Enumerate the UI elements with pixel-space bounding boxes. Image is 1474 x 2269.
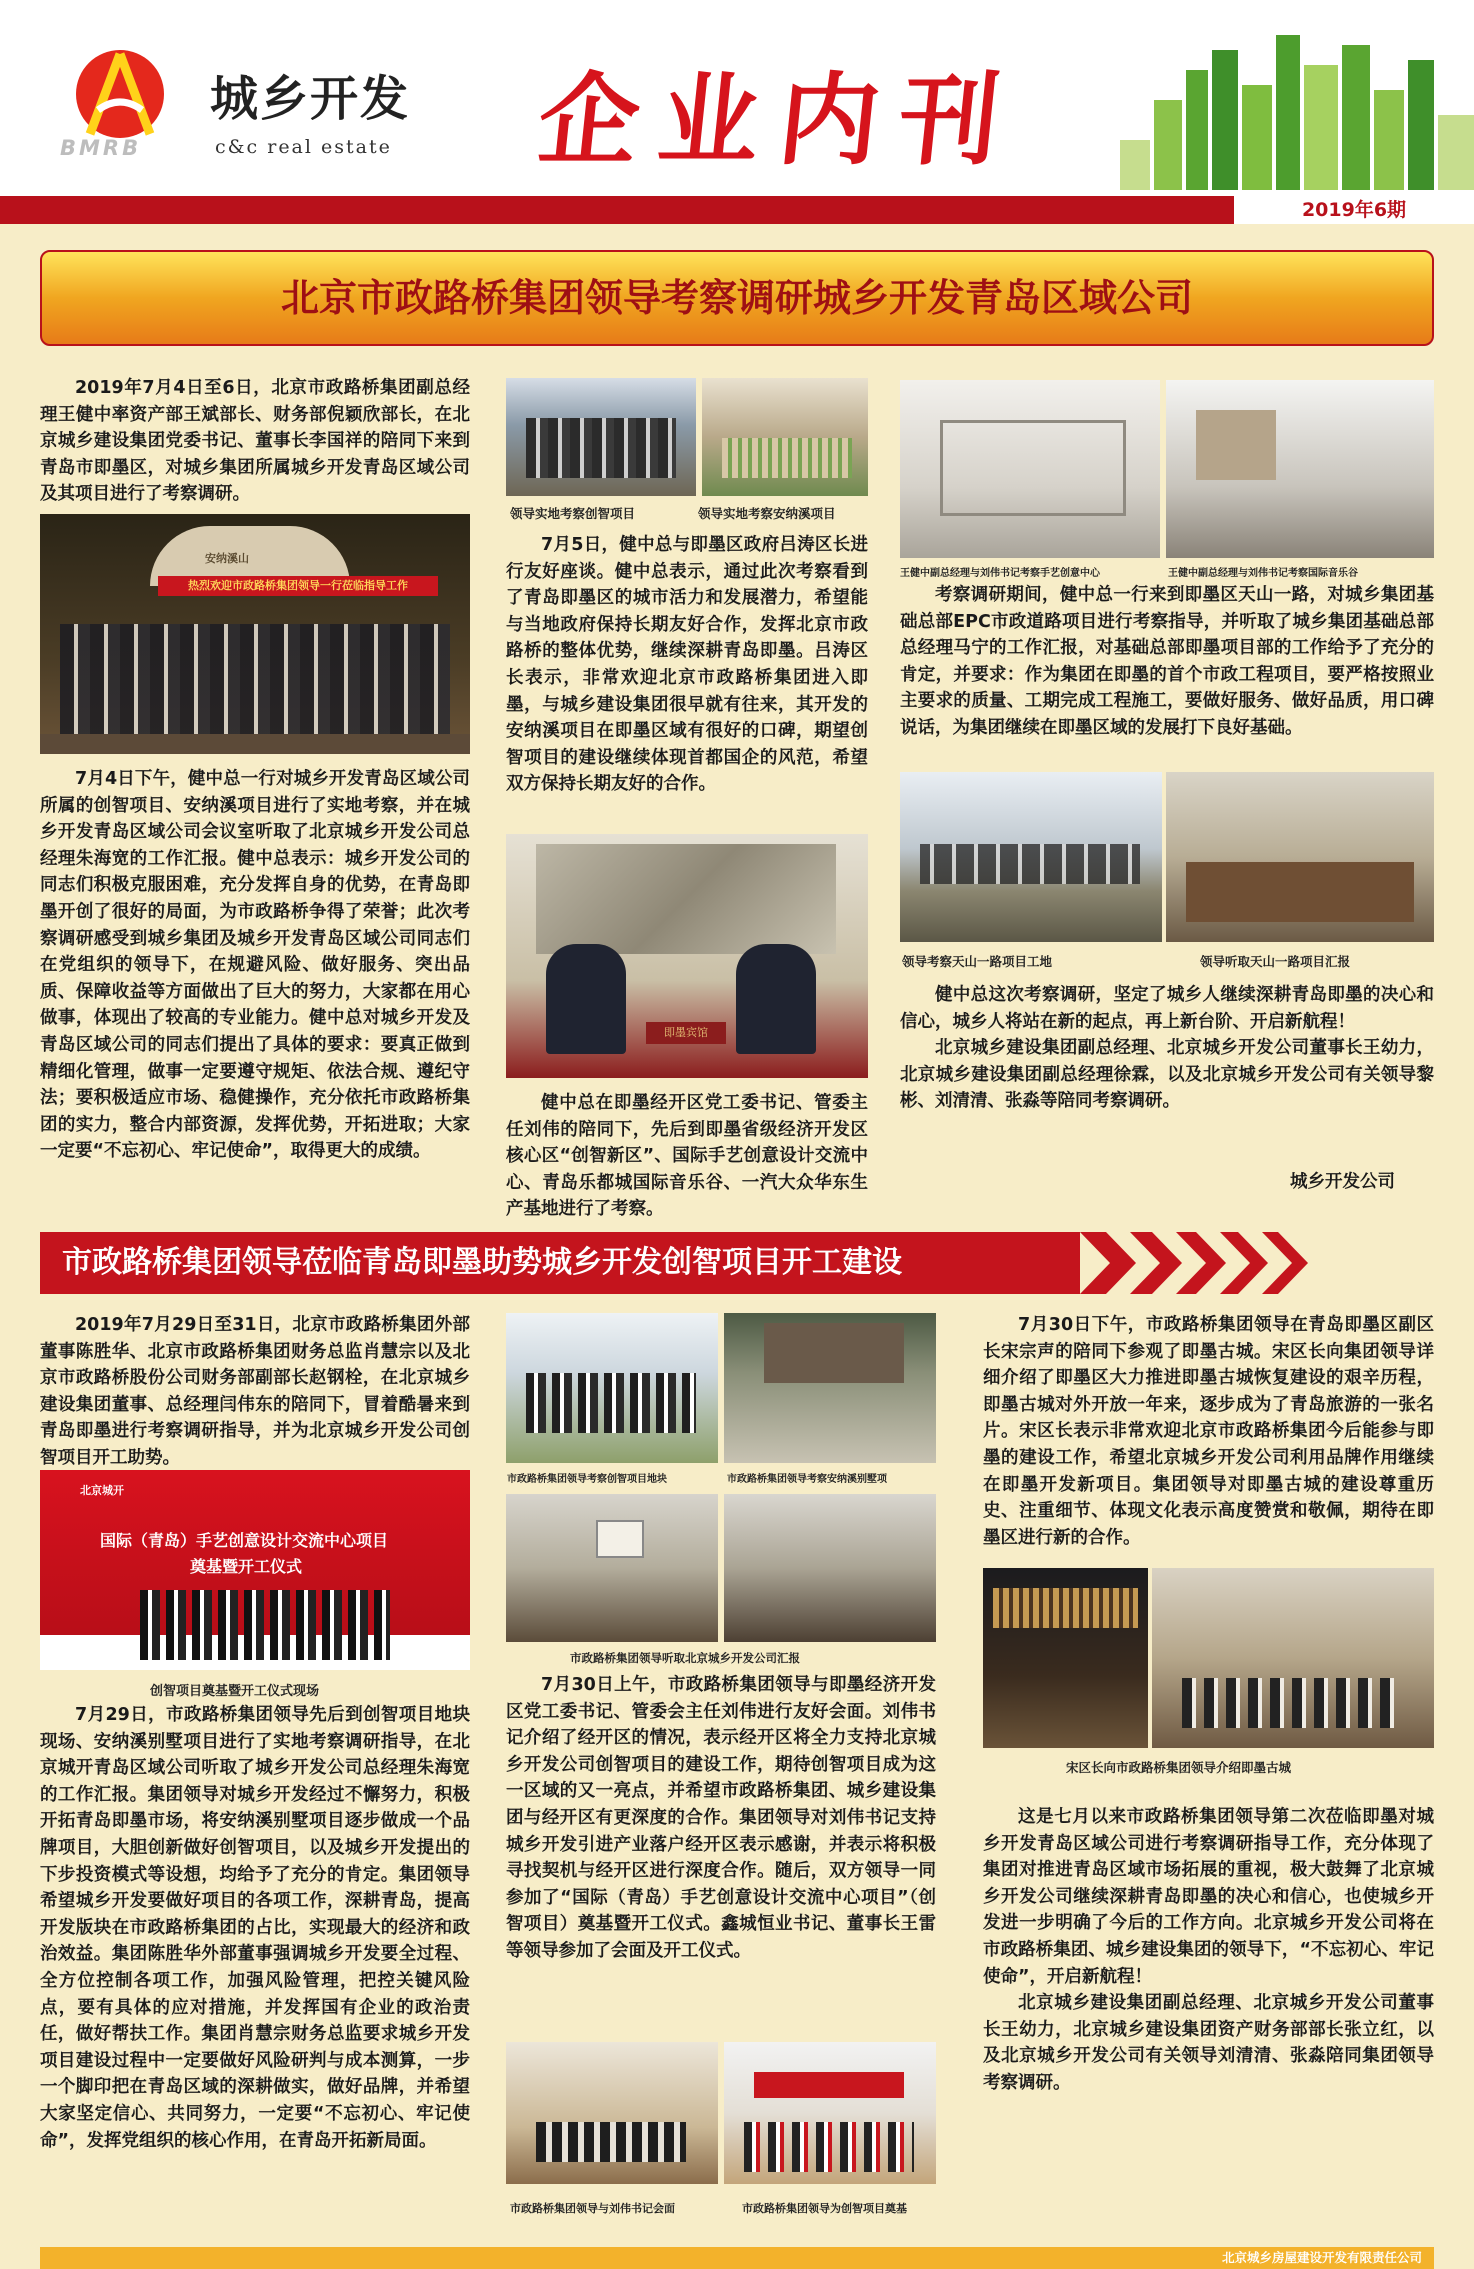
caption: 领导听取天山一路项目汇报 bbox=[1200, 954, 1351, 969]
article2-column1-top bbox=[40, 1312, 470, 1472]
photo-site-chuangzhi bbox=[506, 378, 696, 496]
article1-column1-bottom bbox=[40, 766, 470, 1165]
article1-paragraph: 7月5日，健中总与即墨区政府吕涛区长进行友好座谈。健中总表示，通过此次考察看到了青岛即墨区的城市活力和发展潜力，希望能与当地政府保持长期友好合作，发挥北京市政路桥的整体优势，继续深耕青岛即墨。吕涛区长表示，非常欢迎北京市政路桥集团进入即墨，与城乡建设集团很早就有往来，其开发的安纳溪项目在即墨区域有很好的口碑，期望创智项目的建设继续体现首都国企的风范，希望双方保持长期友好的合作。 bbox=[506, 535, 868, 795]
photo-plot-visit bbox=[506, 1313, 718, 1463]
landscape-painting bbox=[536, 844, 836, 954]
article1-column3-bottom bbox=[900, 982, 1434, 1115]
people-row bbox=[140, 1590, 390, 1660]
header bbox=[0, 0, 1474, 196]
group-photo bbox=[40, 514, 470, 754]
caption: 市政路桥集团领导为创智项目奠基 bbox=[742, 2202, 907, 2215]
photo-old-city-2 bbox=[1152, 1568, 1434, 1748]
caption: 王健中副总经理与刘伟书记考察手艺创意中心 bbox=[900, 568, 1100, 579]
photo-site-annaxi bbox=[702, 378, 868, 496]
welcome-banner: 热烈欢迎市政路桥集团领导一行莅临指导工作 bbox=[158, 576, 438, 596]
article2-paragraph: 7月30日上午，市政路桥集团领导与即墨经济开发区党工委书记、管委会主任刘伟进行友好会面。刘伟书记介绍了经开区的情况，表示经开区将全力支持北京城乡开发公司创智项目的建设工作，期待创智项目成为这一区域的又一亮点，并希望市政路桥集团、城乡建设集团与经开区有更深度的合作。集团领导对刘伟书记支持城乡开发引进产业落户经开区表示感谢，并表示将积极寻找契机与经开区进行深度合作。随后，双方领导一同参加了“国际（青岛）手艺创意设计交流中心项目”（创智项目）奠基暨开工仪式。鑫城恒业书记、董事长王雷等领导参加了会面及开工仪式。 bbox=[506, 1675, 936, 1961]
hotel-sign: 即墨宾馆 bbox=[646, 1022, 726, 1044]
caption: 宋区长向市政路桥集团领导介绍即墨古城 bbox=[1066, 1760, 1292, 1775]
photo-road-report bbox=[1166, 772, 1434, 942]
article2-paragraph: 7月30日下午，市政路桥集团领导在青岛即墨区副区长宋宗声的陪同下参观了即墨古城。宋区长向集团领导详细介绍了即墨区大力推进即墨古城恢复建设的艰辛历程，即墨古城对外开放一年来，逐步成为了青岛旅游的一张名片。宋区长表示非常欢迎北京市政路桥集团今后能参与即墨的建设工作，希望北京城乡开发公司利用品牌作用继续在即墨开发新项目。集团领导对即墨古城的建设尊重历史、注重细节、体现文化表示高度赞赏和敬佩，期待在即墨区进行新的合作。 bbox=[983, 1315, 1434, 1548]
banner-line2: 奠基暨开工仪式 bbox=[190, 1557, 303, 1576]
article1-column2-bottom bbox=[506, 1090, 868, 1223]
article1-column2-top bbox=[506, 532, 868, 798]
article2-column3-top bbox=[983, 1312, 1434, 1551]
caption: 王健中副总经理与刘伟书记考察国际音乐谷 bbox=[1168, 568, 1358, 579]
photo-report-2 bbox=[724, 1494, 936, 1642]
photo-meeting-liuwei bbox=[506, 2042, 718, 2184]
banner-line1: 国际（青岛）手艺创意设计交流中心项目 bbox=[100, 1531, 389, 1550]
photo-meeting-government bbox=[506, 834, 868, 1078]
issue-label: 2019年6期 bbox=[1234, 196, 1474, 224]
photo-foundation-stone bbox=[724, 2042, 936, 2184]
building-sign: 安纳溪山 bbox=[205, 552, 249, 565]
article2-title-banner bbox=[40, 1232, 1340, 1294]
footer-bar bbox=[40, 2247, 1434, 2269]
caption: 领导考察天山一路项目工地 bbox=[902, 954, 1053, 969]
company-logo-icon bbox=[70, 48, 170, 140]
article2-paragraph: 7月29日，市政路桥集团领导先后到创智项目地块现场、安纳溪别墅项目进行了实地考察调研指导，在北京城开青岛区域公司听取了城乡开发公司总经理朱海宽的工作汇报。集团领导对城乡开发经过不懈努力，积极开拓青岛即墨市场，将安纳溪别墅项目逐步做成一个品牌项目，大胆创新做好创智项目，以及城乡开发提出的下步投资模式等设想，均给予了充分的肯定。集团领导希望城乡开发要做好项目的各项工作，深耕青岛，提高开发版块在市政路桥集团的占比，实现最大的经济和政治效益。集团陈胜华外部董事强调城乡开发要全过程、全方位控制各项工作，加强风险管理，把控关键风险点，要有具体的应对措施，并发挥国有企业的政治责任，做好帮扶工作。集团肖慧宗财务总监要求城乡开发项目建设过程中一定要做好风险研判与成本测算，一步一个脚印把在青岛区域的深耕做实，做好品牌，并希望大家坚定信心、共同努力，一定要“不忘初心、牢记使命”，发挥党组织的核心作用，在青岛开拓新局面。 bbox=[40, 1705, 470, 2151]
article1-signature: 城乡开发公司 bbox=[1290, 1172, 1395, 1192]
article1-paragraph: 7月4日下午，健中总一行对城乡开发青岛区域公司所属的创智项目、安纳溪项目进行了实地考察，并在城乡开发青岛区域公司会议室听取了北京城乡开发公司总经理朱海宽的工作汇报。健中总表示：城乡开发公司的同志们积极克服困难，充分发挥自身的优势，在青岛即墨开创了很好的局面，为市政路桥争得了荣誉；此次考察调研感受到城乡集团及城乡开发青岛区域公司同志们在党组织的领导下，在规避风险、做好服务、突出品质、保障收益等方面做出了巨大的努力，大家都在用心做事，体现出了较高的专业能力。健中总对城乡开发及青岛区域公司的同志们提出了具体的要求：要真正做到精细化管理，做事一定要遵守规矩、依法合规、遵纪守法；要积极适应市场、稳健操作，充分依托市政路桥集团的实力，整合内部资源，发挥优势，开拓进取；大家一定要“不忘初心、牢记使命”，取得更大的成绩。 bbox=[40, 769, 470, 1162]
caption: 领导实地考察安纳溪项目 bbox=[698, 506, 836, 521]
chevron-arrows-icon bbox=[1080, 1232, 1340, 1294]
banner-logo: 北京城开 bbox=[80, 1484, 124, 1497]
article2-title: 市政路桥集团领导莅临青岛即墨助势城乡开发创智项目开工建设 bbox=[40, 1232, 1080, 1294]
article1-paragraph: 健中总这次考察调研，坚定了城乡人继续深耕青岛即墨的决心和信心，城乡人将站在新的起点，再上新台阶、开启新航程！ bbox=[900, 985, 1434, 1032]
caption: 市政路桥集团领导与刘伟书记会面 bbox=[510, 2202, 675, 2215]
article1-column3-top bbox=[900, 582, 1434, 742]
article2-paragraph: 2019年7月29日至31日，北京市政路桥集团外部董事陈胜华、北京市政路桥集团财务总监肖慧宗以及北京市政路桥股份公司财务部副部长赵钢栓，在北京城乡建设集团董事、总经理闫伟东的陪同下，冒着酷暑来到青岛即墨进行考察调研指导，并为北京城乡开发公司创智项目开工助势。 bbox=[40, 1315, 470, 1468]
article2-paragraph: 这是七月以来市政路桥集团领导第二次莅临即墨对城乡开发青岛区域公司进行考察调研指导工作，充分体现了集团对推进青岛区域市场拓展的重视，极大鼓舞了北京城乡开发公司继续深耕青岛即墨的决心和信心，也使城乡开发进一步明确了今后的工作方向。北京城乡开发公司将在市政路桥集团、城乡建设集团的领导下，“不忘初心、牢记使命”，开启新航程！ bbox=[983, 1807, 1434, 1987]
city-skyline-icon bbox=[1120, 30, 1474, 190]
photo-music-valley bbox=[1166, 380, 1434, 558]
article1-paragraph: 2019年7月4日至6日，北京市政路桥集团副总经理王健中率资产部王斌部长、财务部倪颖欣部长，在北京城乡建设集团党委书记、董事长李国祥的陪同下来到青岛市即墨区，对城乡集团所属城乡开发青岛区域公司及其项目进行了考察调研。 bbox=[40, 378, 470, 505]
caption: 市政路桥集团领导考察安纳溪别墅项 bbox=[727, 1474, 887, 1485]
footer-company: 北京城乡房屋建设开发有限责任公司 bbox=[1221, 2250, 1422, 2265]
photo-groundbreaking-banner bbox=[40, 1470, 470, 1670]
photo-villa-visit bbox=[724, 1313, 936, 1463]
photo-report-1 bbox=[506, 1494, 718, 1642]
article2-column1-bottom bbox=[40, 1702, 470, 2154]
brand-english: c&c real estate bbox=[215, 136, 392, 158]
article2-column2 bbox=[506, 1672, 936, 1965]
brand-code: BMRB bbox=[60, 136, 142, 160]
article2-column3-bottom bbox=[983, 1804, 1434, 2097]
caption: 市政路桥集团领导考察创智项目地块 bbox=[507, 1474, 667, 1485]
caption: 创智项目奠基暨开工仪式现场 bbox=[150, 1684, 320, 1699]
caption: 领导实地考察创智项目 bbox=[510, 506, 636, 521]
people-row bbox=[60, 624, 450, 734]
article2-paragraph: 北京城乡建设集团副总经理、北京城乡开发公司董事长王幼力，北京城乡建设集团资产财务部部长张立红，以及北京城乡开发公司有关领导刘清清、张淼陪同集团领导考察调研。 bbox=[983, 1993, 1434, 2093]
article1-paragraph: 考察调研期间，健中总一行来到即墨区天山一路，对城乡集团基础总部EPC市政道路项目进行考察指导，并听取了城乡集团基础总部总经理马宁的工作汇报，对基础总部即墨项目部的工作给予了充分的肯定，并要求：作为集团在即墨的首个市政工程项目，要严格按照业主要求的质量、工期完成工程施工，要做好服务、做好品质，用口碑说话，为集团继续在即墨区域的发展打下良好基础。 bbox=[900, 585, 1434, 738]
brand-name: 城乡开发 bbox=[210, 71, 411, 127]
masthead-title: 企业内刊 bbox=[532, 61, 1026, 179]
article1-column1-top bbox=[40, 375, 470, 508]
photo-old-city-1 bbox=[983, 1568, 1148, 1748]
article1-title: 北京市政路桥集团领导考察调研城乡开发青岛区域公司 bbox=[40, 250, 1434, 346]
photo-road-site bbox=[900, 772, 1162, 942]
article1-paragraph: 健中总在即墨经开区党工委书记、管委主任刘伟的陪同下，先后到即墨省级经济开发区核心区“创智新区”、国际手艺创意设计交流中心、青岛乐都城国际音乐谷、一汽大众华东生产基地进行了考察。 bbox=[506, 1093, 868, 1220]
article1-paragraph: 北京城乡建设集团副总经理、北京城乡开发公司董事长王幼力，北京城乡建设集团副总经理徐霖，以及北京城乡开发公司有关领导黎彬、刘清清、张淼等陪同考察调研。 bbox=[900, 1038, 1434, 1112]
caption: 市政路桥集团领导听取北京城乡开发公司汇报 bbox=[570, 1651, 800, 1665]
photo-craft-center bbox=[900, 380, 1160, 558]
